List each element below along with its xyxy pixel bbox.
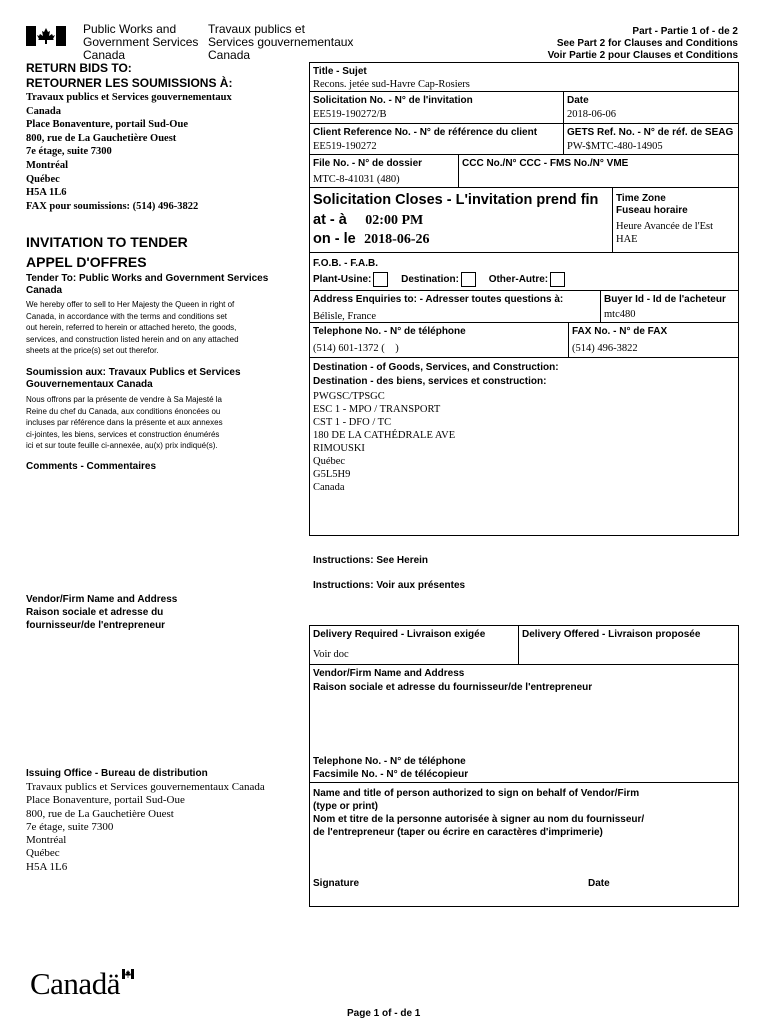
fax-value: (514) 496-3822	[572, 343, 638, 354]
plant-usine-label: Plant-Usine:	[313, 274, 372, 286]
instructions-fr: Instructions: Voir aux présentes	[313, 580, 466, 591]
address-enquiries-label: Address Enquiries to: - Adresser toutes questions à:	[313, 294, 564, 305]
plant-usine-checkbox[interactable]	[373, 272, 388, 287]
part-info: Part - Partie 1 of - de 2 See Part 2 for Clauses and Conditions Voir Partie 2 pour Clauses et Conditions	[547, 26, 738, 61]
solicitation-no-value: EE519-190272/B	[313, 109, 387, 120]
other-autre-label: Other-Autre:	[488, 274, 549, 286]
closing-date: on - le 2018-06-26	[313, 231, 430, 247]
fob-label: F.O.B. - F.A.B.	[313, 258, 378, 269]
file-no-label: File No. - N° de dossier	[313, 158, 423, 169]
department-name-fr: Travaux publics et Services gouvernementaux Canada	[208, 22, 354, 62]
soumission-aux: Soumission aux: Travaux Publics et Services Gouvernementaux Canada	[26, 367, 241, 390]
signature-date-label: Date	[588, 878, 610, 889]
return-bids-title: RETURN BIDS TO: RETOURNER LES SOUMISSIONS À:	[26, 61, 233, 90]
vendor-firm-field[interactable]	[313, 697, 733, 752]
fax-label: FAX No. - N° de FAX	[572, 326, 668, 337]
delivery-offered-field[interactable]	[522, 643, 734, 661]
client-ref-value: EE519-190272	[313, 141, 377, 152]
issuing-office-title: Issuing Office - Bureau de distribution	[26, 768, 208, 779]
date-label: Date	[567, 95, 589, 106]
vendor-firm-label: Vendor/Firm Name and Address Raison sociale et adresse du fournisseur/de l'entrepreneur	[313, 668, 593, 693]
other-autre-checkbox[interactable]	[550, 272, 565, 287]
ccc-no-label: CCC No./N° CCC - FMS No./N° VME	[462, 158, 629, 169]
tender-to: Tender To: Public Works and Government Services Canada	[26, 273, 269, 296]
file-no-value: MTC-8-41031 (480)	[313, 174, 400, 185]
return-bids-address: Travaux publics et Services gouvernementaux Canada Place Bonaventure, portail Sud-Oue 800, rue de La Gauchetière Ouest 7e étage, suite 7300 Montréal Québec H5A 1L6 FAX pour soumissions: (514) 496-3822	[26, 92, 232, 212]
closing-time: at - à 02:00 PM	[313, 212, 424, 228]
page-number: Page 1 of - de 1	[347, 1008, 421, 1019]
delivery-required-label: Delivery Required - Livraison exigée	[313, 629, 486, 640]
canada-flag-icon	[26, 26, 66, 46]
authorized-person-field[interactable]	[313, 843, 733, 873]
time-zone-value: Heure Avancée de l'Est HAE	[616, 221, 714, 245]
destination-label: Destination:	[401, 274, 459, 286]
invitation-title: INVITATION TO TENDER APPEL D'OFFRES	[26, 234, 188, 270]
address-enquiries-value: Bélisle, France	[313, 311, 376, 322]
wordmark-flag-icon	[122, 966, 134, 976]
destination-goods-label: Destination - of Goods, Services, and Construction: Destination - des biens, services et construction:	[313, 362, 559, 387]
fob-options	[313, 272, 571, 287]
title-label: Title - Sujet	[313, 66, 367, 77]
telephone-label: Telephone No. - N° de téléphone	[313, 326, 466, 337]
authorized-person-label: Name and title of person authorized to sign on behalf of Vendor/Firm (type or print) Nom et titre de la personne autorisée à signer au nom du fournisseur/ de l'entrepreneur (taper ou écrire en caractères d'imprimerie)	[313, 788, 645, 838]
buyer-id-value: mtc480	[604, 309, 636, 320]
tender-text: We hereby offer to sell to Her Majesty the Queen in right of Canada, in accordance with the terms and conditions set out herein, referred to herein or attached hereto, the goods, services, and construction listed herein and on any attached sheets at the price(s) set out therefor.	[26, 300, 239, 355]
title-value: Recons. jetée sud-Havre Cap-Rosiers	[313, 79, 470, 90]
solicitation-closes-label: Solicitation Closes - L'invitation prend fin	[313, 192, 599, 208]
canada-wordmark: Canadä	[30, 966, 120, 1001]
instructions-en: Instructions: See Herein	[313, 555, 429, 566]
delivery-offered-label: Delivery Offered - Livraison proposée	[522, 629, 701, 640]
soumission-text: Nous offrons par la présente de vendre à Sa Majesté la Reine du chef du Canada, aux conditions énoncées ou incluses par référence dans la présente et aux annexes ci-jointes, les biens, services et construction énumérés ici et sur toute feuille ci-annexée, au(x) prix indiqué(s).	[26, 395, 223, 450]
comments-label: Comments - Commentaires	[26, 461, 157, 472]
telephone-value: (514) 601-1372 ( )	[313, 343, 399, 354]
issuing-office-address: Travaux publics et Services gouvernementaux Canada Place Bonaventure, portail Sud-Oue 800, rue de La Gauchetière Ouest 7e étage, suite 7300 Montréal Québec H5A 1L6	[26, 781, 265, 873]
destination-goods-address: PWGSC/TPSGC ESC 1 - MPO / TRANSPORT CST 1 - DFO / TC 180 DE LA CATHÉDRALE AVE RIMOUSKI Québec G5L5H9 Canada	[313, 391, 456, 493]
signature-label: Signature	[313, 878, 360, 889]
delivery-required-value: Voir doc	[313, 649, 349, 660]
gets-ref-value: PW-$MTC-480-14905	[567, 141, 663, 152]
buyer-id-label: Buyer Id - Id de l'acheteur	[604, 294, 726, 305]
client-ref-label: Client Reference No. - N° de référence du client	[313, 127, 538, 138]
destination-checkbox[interactable]	[461, 272, 476, 287]
date-value: 2018-06-06	[567, 109, 616, 120]
vendor-firm-left-label: Vendor/Firm Name and Address Raison sociale et adresse du fournisseur/de l'entrepreneur	[26, 594, 178, 631]
vendor-phone-fax-label: Telephone No. - N° de téléphone Facsimile No. - N° de télécopieur	[313, 756, 469, 780]
gets-ref-label: GETS Ref. No. - N° de réf. de SEAG	[567, 127, 734, 138]
department-name-en: Public Works and Government Services Canada	[83, 22, 199, 62]
time-zone-label: Time Zone Fuseau horaire	[616, 193, 688, 216]
solicitation-no-label: Solicitation No. - N° de l'invitation	[313, 95, 473, 106]
